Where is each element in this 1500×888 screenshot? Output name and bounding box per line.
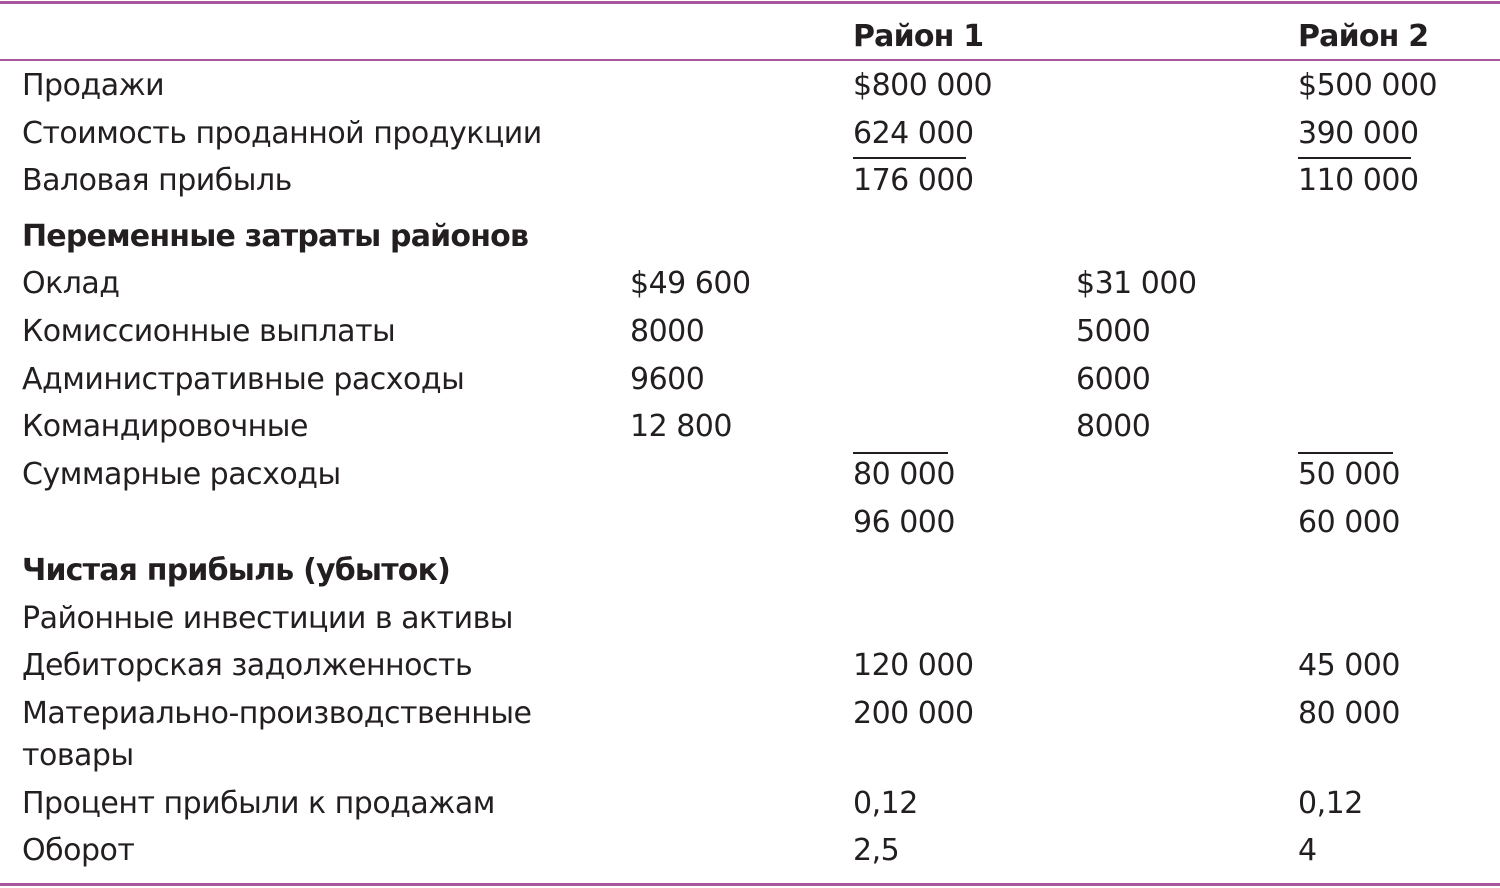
margin-district-1: 0,12 bbox=[853, 786, 918, 821]
net-profit-district-2: 60 000 bbox=[1298, 505, 1400, 540]
row-label-turnover: Оборот bbox=[22, 833, 135, 868]
salary-district-1: $49 600 bbox=[630, 266, 751, 301]
gross-profit-district-1: 176 000 bbox=[853, 163, 974, 198]
travel-district-1: 12 800 bbox=[630, 409, 732, 444]
column-header-district-2: Район 2 bbox=[1298, 19, 1429, 54]
subtotal-overline-total-1 bbox=[853, 452, 948, 454]
commission-district-2: 5000 bbox=[1076, 314, 1151, 349]
row-label-inventory-line-1: Материально-производственные bbox=[22, 696, 532, 731]
commission-district-1: 8000 bbox=[630, 314, 705, 349]
header-rule bbox=[0, 59, 1500, 61]
receivables-district-2: 45 000 bbox=[1298, 648, 1400, 683]
row-label-admin: Административные расходы bbox=[22, 362, 465, 397]
top-rule bbox=[0, 1, 1500, 4]
subtotal-underline-cogs-2 bbox=[1298, 157, 1411, 159]
row-label-sales: Продажи bbox=[22, 68, 165, 103]
cogs-district-2: 390 000 bbox=[1298, 116, 1419, 151]
row-label-investments: Районные инвестиции в активы bbox=[22, 601, 513, 636]
row-label-receivables: Дебиторская задолженность bbox=[22, 648, 473, 683]
sales-district-2: $500 000 bbox=[1298, 68, 1438, 103]
total-expenses-district-2: 50 000 bbox=[1298, 457, 1400, 492]
row-label-cogs: Стоимость проданной продукции bbox=[22, 116, 542, 151]
row-label-commission: Комиссионные выплаты bbox=[22, 314, 396, 349]
subtotal-overline-total-2 bbox=[1298, 452, 1393, 454]
admin-district-2: 6000 bbox=[1076, 362, 1151, 397]
row-label-total-expenses: Суммарные расходы bbox=[22, 457, 341, 492]
row-label-inventory-line-2: товары bbox=[22, 738, 134, 773]
net-profit-district-1: 96 000 bbox=[853, 505, 955, 540]
gross-profit-district-2: 110 000 bbox=[1298, 163, 1419, 198]
bottom-rule bbox=[0, 883, 1500, 886]
section-heading-variable-costs: Переменные затраты районов bbox=[22, 219, 529, 254]
admin-district-1: 9600 bbox=[630, 362, 705, 397]
row-label-travel: Командировочные bbox=[22, 409, 308, 444]
turnover-district-2: 4 bbox=[1298, 833, 1317, 868]
row-label-margin: Процент прибыли к продажам bbox=[22, 786, 495, 821]
inventory-district-2: 80 000 bbox=[1298, 696, 1400, 731]
row-label-gross-profit: Валовая прибыль bbox=[22, 163, 292, 198]
total-expenses-district-1: 80 000 bbox=[853, 457, 955, 492]
salary-district-2: $31 000 bbox=[1076, 266, 1197, 301]
sales-district-1: $800 000 bbox=[853, 68, 993, 103]
column-header-district-1: Район 1 bbox=[853, 19, 984, 54]
margin-district-2: 0,12 bbox=[1298, 786, 1363, 821]
inventory-district-1: 200 000 bbox=[853, 696, 974, 731]
row-label-salary: Оклад bbox=[22, 266, 120, 301]
subtotal-underline-cogs-1 bbox=[853, 157, 966, 159]
cogs-district-1: 624 000 bbox=[853, 116, 974, 151]
turnover-district-1: 2,5 bbox=[853, 833, 900, 868]
receivables-district-1: 120 000 bbox=[853, 648, 974, 683]
section-heading-net-profit: Чистая прибыль (убыток) bbox=[22, 553, 451, 588]
travel-district-2: 8000 bbox=[1076, 409, 1151, 444]
